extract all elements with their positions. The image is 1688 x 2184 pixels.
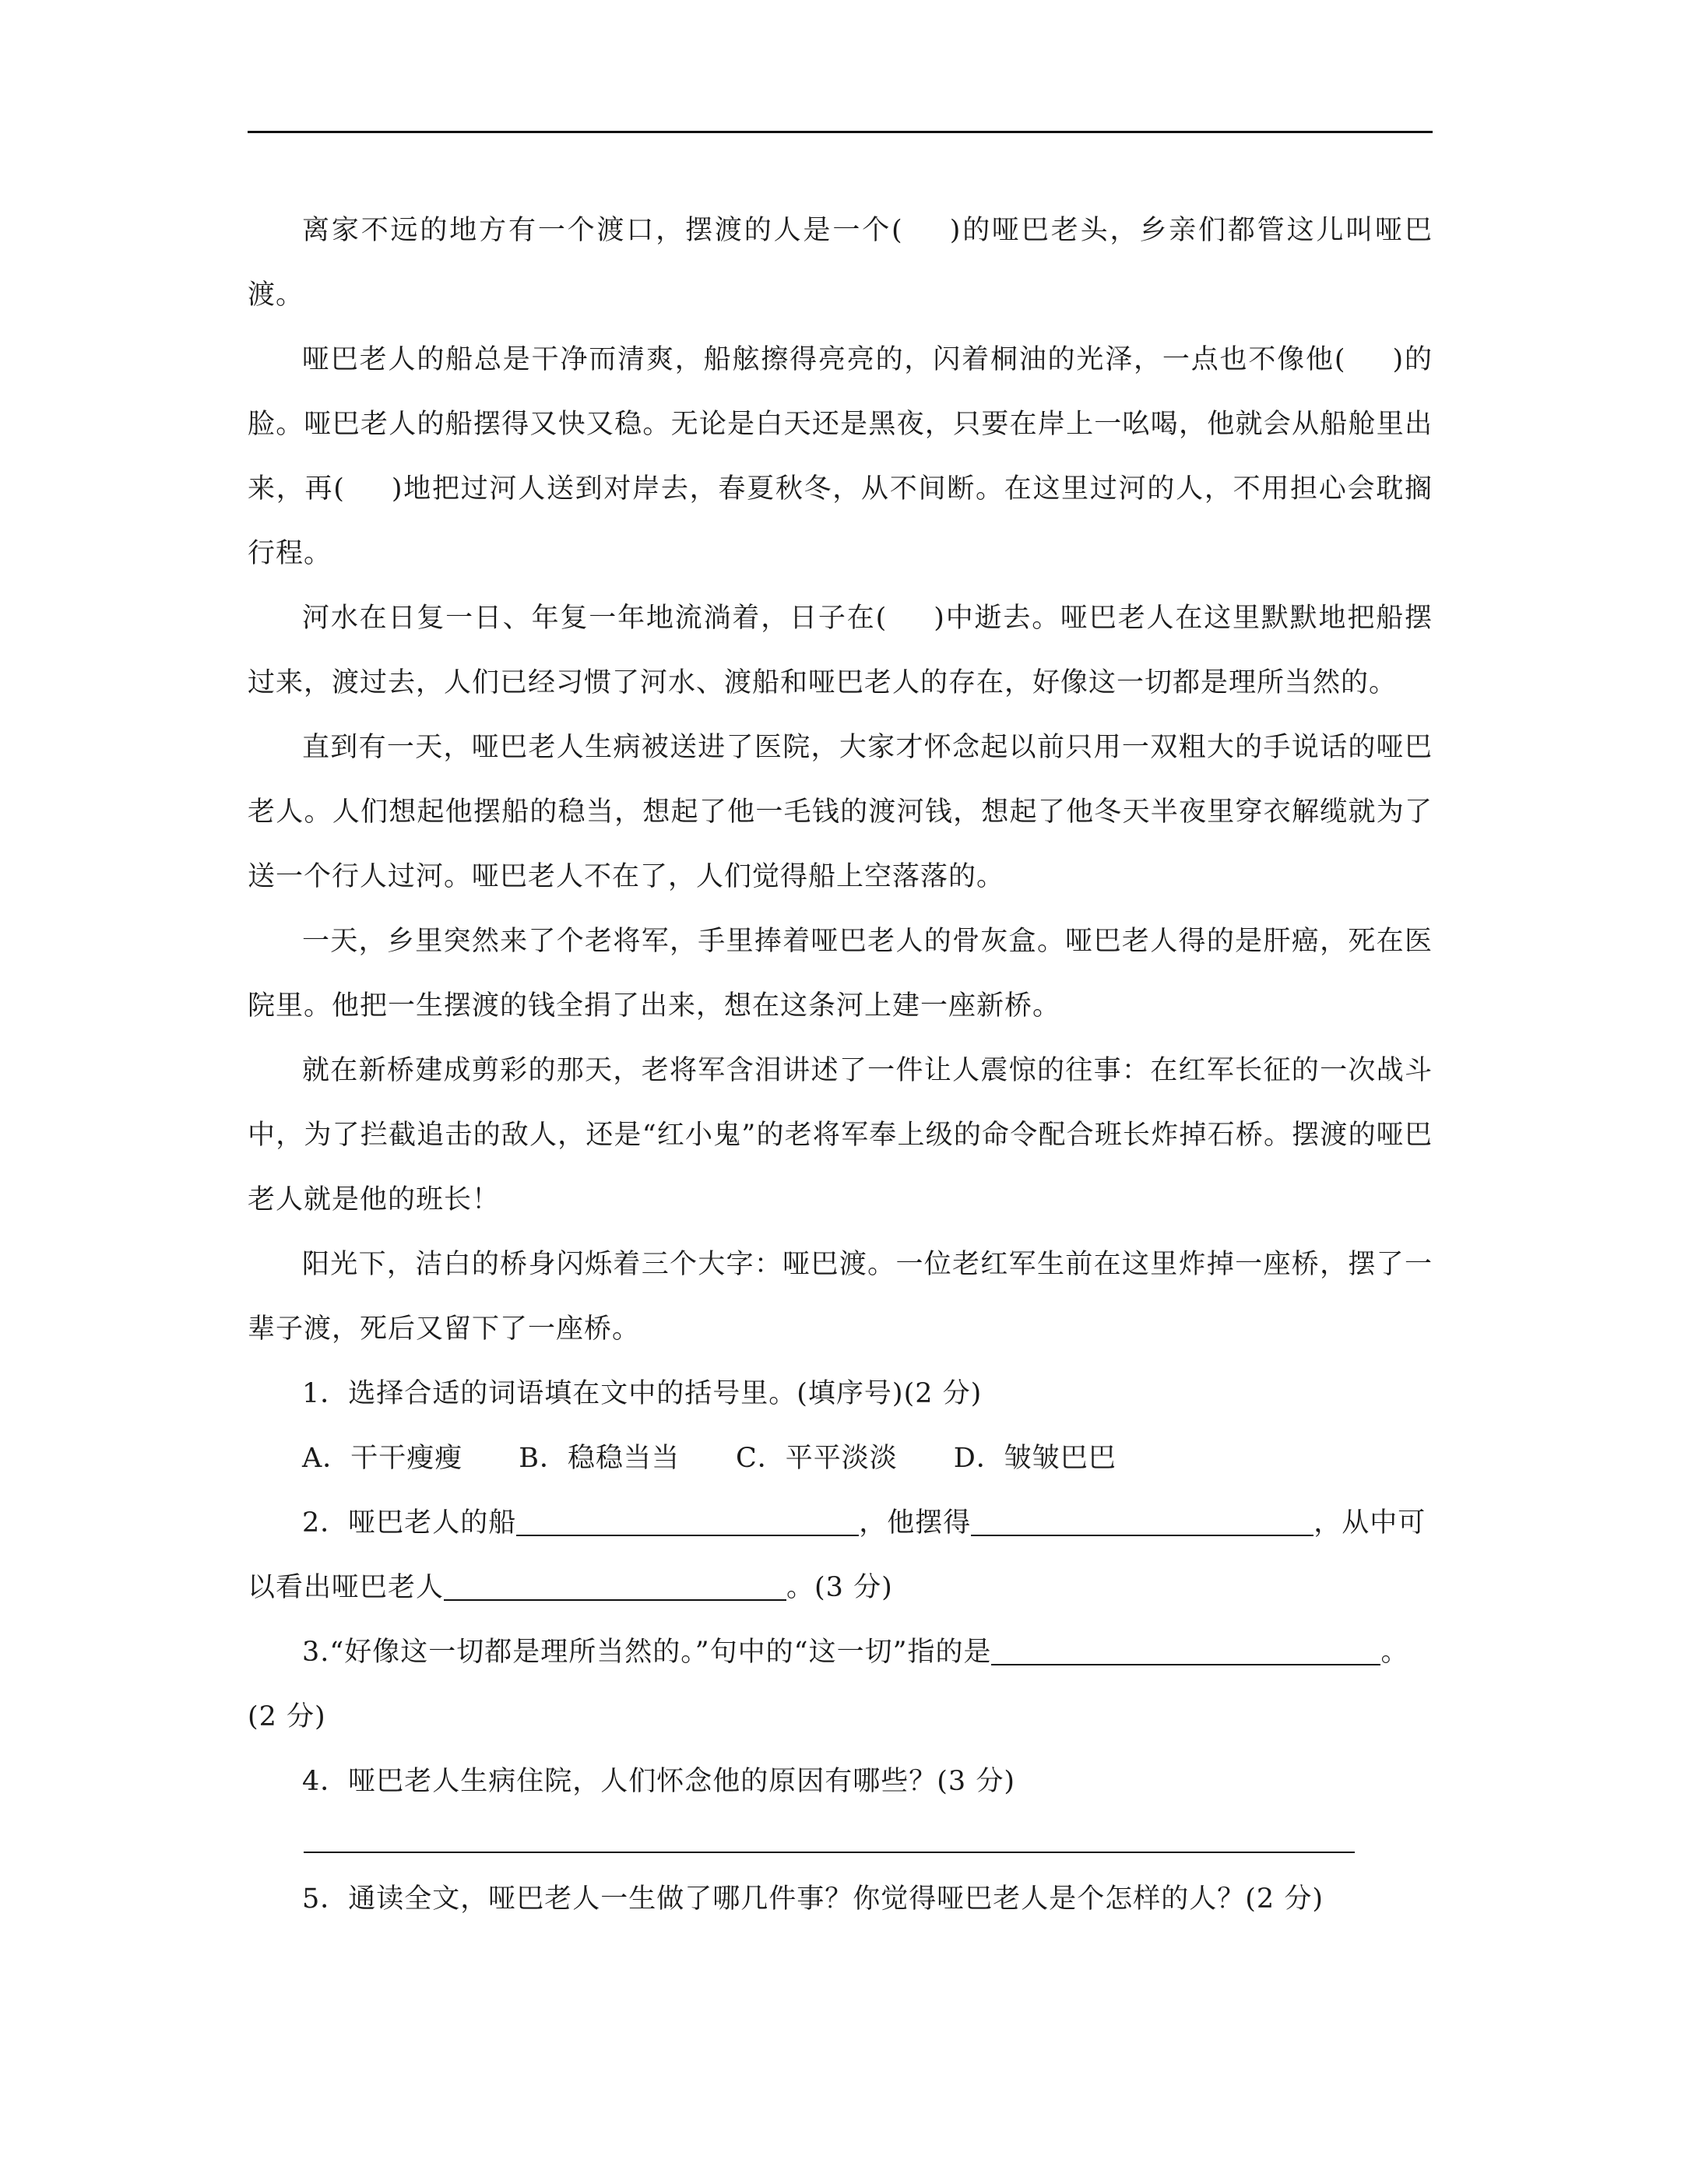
passage-paragraph-6: 就在新桥建成剪彩的那天，老将军含泪讲述了一件让人震惊的往事：在红军长征的一次战斗中，为了拦截追击的敌人，还是“红小鬼”的老将军奉上级的命令配合班长炸掉石桥。摆渡的哑巴老人就是他的班长！	[248, 1055, 1433, 1215]
question-3-score: (2 分)	[248, 1701, 326, 1732]
passage-text: 河水在日复一日、年复一年地流淌着，日子在(	[302, 603, 888, 634]
question-2	[248, 1491, 1433, 1556]
passage-text: 离家不远的地方有一个渡口，摆渡的人是一个(	[302, 215, 903, 246]
question-text: 以看出哑巴老人	[248, 1572, 445, 1603]
passage-text: )中逝去。哑巴老人在这里默默地把船摆过来，渡过去，人们已经习惯了河水、渡船和哑巴老人的存在，好像这一切都是理所当然的。	[248, 603, 1433, 698]
answer-blank[interactable]	[444, 1568, 786, 1601]
option-c[interactable]: C．平平淡淡	[736, 1443, 898, 1474]
question-text: ，他摆得	[859, 1507, 972, 1539]
question-5: 5．通读全文，哑巴老人一生做了哪几件事？你觉得哑巴老人是个怎样的人？(2 分)	[302, 1883, 1324, 1915]
question-text: 3.“好像这一切都是理所当然的。”句中的“这一切”指的是	[302, 1637, 992, 1668]
passage-text: 哑巴老人的船总是干净而清爽，船舷擦得亮亮的，闪着桐油的光泽，一点也不像他(	[302, 344, 1346, 375]
answer-blank[interactable]	[991, 1633, 1380, 1665]
passage-text: )的脸。哑巴老人的船摆得又快又稳。无论是白天还是黑夜，只要在岸上一吆喝，他就会从船舱里出来，再(	[248, 344, 1433, 505]
passage-paragraph-4: 直到有一天，哑巴老人生病被送进了医院，大家才怀念起以前只用一双粗大的手说话的哑巴老人。人们想起他摆船的稳当，想起了他一毛钱的渡河钱，想起了他冬天半夜里穿衣解缆就为了送一个行人过河。哑巴老人不在了，人们觉得船上空落落的。	[248, 732, 1433, 892]
passage-text: )的哑巴老头，乡亲们都管这儿叫哑巴渡。	[248, 215, 1433, 311]
passage-paragraph-2	[248, 328, 1433, 586]
passage-paragraph-1	[248, 199, 1433, 328]
question-4: 4．哑巴老人生病住院，人们怀念他的原因有哪些？(3 分)	[302, 1766, 1015, 1797]
header-rule	[248, 131, 1433, 133]
passage-paragraph-5: 一天，乡里突然来了个老将军，手里捧着哑巴老人的骨灰盒。哑巴老人得的是肝癌，死在医院里。他把一生摆渡的钱全捐了出来，想在这条河上建一座新桥。	[248, 926, 1433, 1022]
passage-paragraph-3	[248, 586, 1433, 716]
answer-line[interactable]	[304, 1852, 1355, 1853]
question-text: ，从中可	[1313, 1507, 1426, 1539]
passage-text: )地把过河人送到对岸去，春夏秋冬，从不间断。在这里过河的人，不用担心会耽搁行程。	[248, 473, 1433, 569]
question-3	[248, 1620, 1433, 1685]
question-text: 。	[1380, 1637, 1409, 1668]
question-1-options	[248, 1426, 1433, 1491]
option-d[interactable]: D．皱皱巴巴	[953, 1443, 1117, 1474]
passage-paragraph-7: 阳光下，洁白的桥身闪烁着三个大字：哑巴渡。一位老红军生前在这里炸掉一座桥，摆了一辈子渡，死后又留下了一座桥。	[248, 1249, 1433, 1345]
option-b[interactable]: B．稳稳当当	[519, 1443, 680, 1474]
question-1: 1．选择合适的词语填在文中的括号里。(填序号)(2 分)	[302, 1378, 983, 1409]
question-text: 。(3 分)	[786, 1572, 893, 1603]
answer-blank[interactable]	[971, 1503, 1313, 1536]
spacer	[248, 1814, 1433, 1838]
option-a[interactable]: A．干干瘦瘦	[302, 1443, 463, 1474]
question-2-cont	[248, 1556, 1433, 1620]
worksheet-content	[248, 199, 1433, 1932]
answer-blank[interactable]	[516, 1503, 859, 1536]
question-text: 2．哑巴老人的船	[302, 1507, 517, 1539]
